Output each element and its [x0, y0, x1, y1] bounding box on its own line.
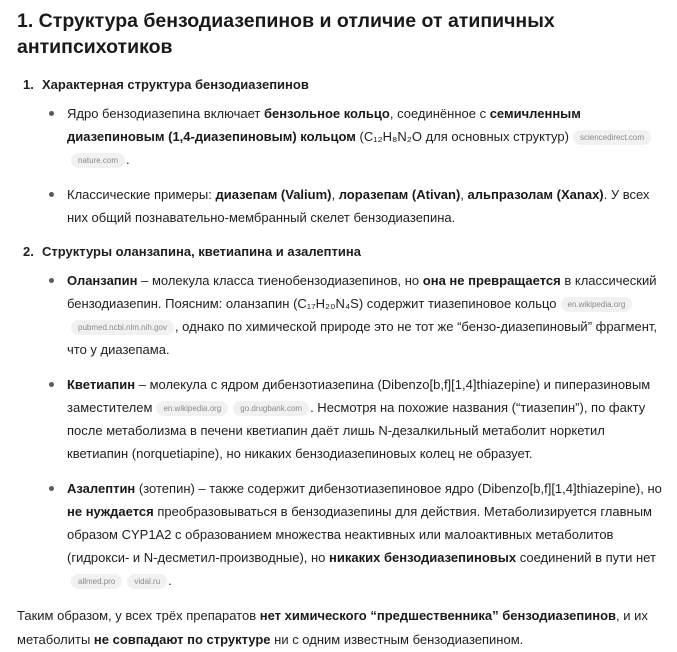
text-run: , соединённое с: [389, 106, 490, 121]
section-title: Характерная структура бензодиазепинов: [42, 77, 309, 92]
bullet-dot-icon: [49, 192, 54, 197]
citation-chip[interactable]: go.drugbank.com: [233, 401, 309, 416]
bold-text: никаких бензодиазепиновых: [329, 550, 517, 565]
citation-chip[interactable]: en.wikipedia.org: [561, 297, 633, 312]
section-number: 1.: [23, 77, 34, 92]
text-run: Таким образом, у всех трёх препаратов: [17, 608, 260, 623]
bold-text: лоразепам (Ativan): [338, 187, 461, 202]
bold-text: диазепам (Valium): [215, 187, 332, 202]
bold-text: нет химического “предшественника” бензодиазепинов: [259, 608, 617, 623]
section-title: Структуры оланзапина, кветиапина и азалептина: [42, 244, 361, 259]
page-title: 1. Структура бензодиазепинов и отличие от атипичных антипсихотиков: [17, 10, 555, 58]
citation-chip[interactable]: sciencedirect.com: [573, 130, 651, 145]
section-number: 2.: [23, 244, 34, 259]
text-run: .: [168, 573, 172, 588]
citation-chip[interactable]: nature.com: [71, 153, 125, 168]
bold-text: Оланзапин: [67, 273, 138, 288]
text-run: – молекула класса тиенобензодиазепинов, но: [137, 273, 423, 288]
bold-text: бензольное кольцо: [263, 106, 390, 121]
text-run: преобразовываться в бензодиазепины для действия. Метаболизируется главным образом CYP1A2 с образованием множества неактивных или малоактивных метаболитов (гидрокси- и N-десметил-производные), но: [67, 504, 652, 565]
bold-text: альпразолам (Xanax): [467, 187, 604, 202]
citation-chip[interactable]: vidal.ru: [127, 574, 167, 589]
bold-text: не совпадают по структуре: [93, 632, 271, 647]
bold-text: она не превращается: [422, 273, 561, 288]
bullet-dot-icon: [49, 278, 54, 283]
section-item: [17, 241, 667, 592]
text-run: . Несмотря на похожие названия (“тиазепин”), по факту после метаболизма в печени кветиапин даёт лишь N-дезалкильный метаболит норкетил кветиапин (norquetiapine), но никаких бензодиазепиновых колец не образует.: [67, 400, 646, 461]
section-item: [17, 74, 667, 229]
text-run: – молекула с ядром дибензотиазепина (Dibenzo[b,f][1,4]thiazepine) и пиперазиновым заместителем: [67, 377, 651, 415]
bold-text: семичленным диазепиновым (1,4-диазепиновым) кольцом: [67, 106, 581, 144]
text-run: , и их метаболиты: [17, 608, 648, 647]
bullet-item: [42, 477, 667, 592]
text-run: Классические примеры:: [67, 187, 216, 202]
text-run: Ядро бензодиазепина включает: [67, 106, 264, 121]
text-run: , однако по химической природе это не тот же “бензо-диазепиновый” фрагмент, что у диазепама.: [67, 319, 658, 357]
text-run: в классический бензодиазепин. Поясним: оланзапин (C₁₇H₂₀N₄S) содержит тиазепиновое кольцо: [67, 273, 657, 311]
text-run: (C₁₂H₈N₂O для основных структур): [355, 129, 569, 144]
citation-chip[interactable]: pubmed.ncbi.nlm.nih.gov: [71, 320, 174, 335]
bold-text: Азалептин: [67, 481, 136, 496]
text-run: ,: [331, 187, 339, 202]
citation-chip[interactable]: en.wikipedia.org: [156, 401, 228, 416]
text-run: ,: [460, 187, 468, 202]
bullet-dot-icon: [49, 111, 54, 116]
text-run: соединений в пути нет: [516, 550, 656, 565]
bullet-list: [42, 269, 667, 592]
bullet-list: [42, 102, 667, 229]
bullet-item: [42, 269, 667, 361]
bullet-item: [42, 183, 667, 229]
bullet-dot-icon: [49, 382, 54, 387]
text-run: (зотепин) – также содержит дибензотиазепиновое ядро (Dibenzo[b,f][1,4]thiazepine), но: [135, 481, 662, 496]
text-run: ни с одним известным бензодиазепином.: [270, 632, 524, 647]
bullet-item: [42, 373, 667, 465]
citation-chip[interactable]: allmed.pro: [71, 574, 122, 589]
bullet-dot-icon: [49, 486, 54, 491]
summary-paragraph: [17, 604, 667, 652]
text-run: . У всех них общий познавательно-мембранный скелет бензодиазепина.: [67, 187, 650, 225]
text-run: .: [126, 152, 130, 167]
bold-text: Кветиапин: [67, 377, 136, 392]
bullet-item: [42, 102, 667, 171]
bold-text: не нуждается: [67, 504, 154, 519]
section-list: [17, 74, 667, 592]
